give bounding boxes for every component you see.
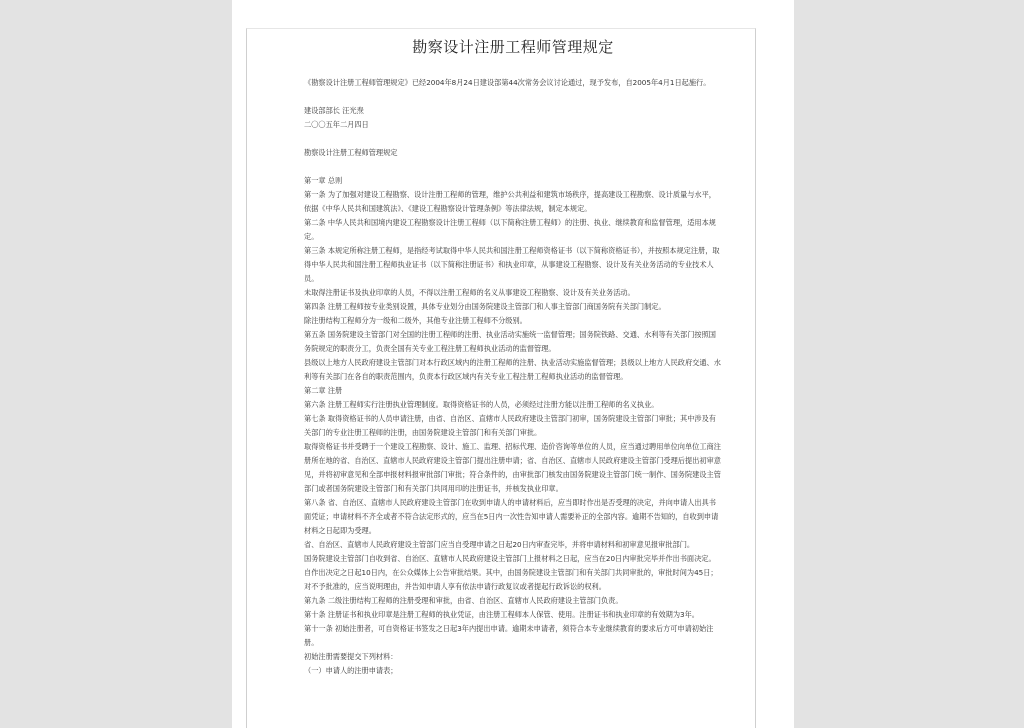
document-subtitle: 勘察设计注册工程师管理规定 <box>304 148 398 157</box>
chapter-heading: 第一章 总则 <box>304 176 343 185</box>
date-line: 二〇〇五年二月四日 <box>304 120 369 129</box>
article-paragraph: 国务院建设主管部门自收到省、自治区、直辖市人民政府建设主管部门上报材料之日起，应当在20日内审批完毕并作出书面决定。自作出决定之日起10日内，在公众媒体上公告审批结果。其中，由国务院建设主管部门和有关部门共同审批的，审批时间为45日；对不予批准的，应当说明理由，并告知申请人享有依法申请行政复议或者提起行政诉讼的权利。 <box>304 554 718 591</box>
signer-line: 建设部部长 汪光焘 <box>304 106 364 115</box>
article-paragraph: 第八条 省、自治区、直辖市人民政府建设主管部门在收到申请人的申请材料后，应当即时作出是否受理的决定，并向申请人出具书面凭证；申请材料不齐全或者不符合法定形式的，应当在5日内一次性告知申请人需要补正的全部内容。逾期不告知的，自收到申请材料之日起即为受理。 <box>304 498 719 535</box>
article-paragraph: 第五条 国务院建设主管部门对全国的注册工程师的注册、执业活动实施统一监督管理；国务院铁路、交通、水利等有关部门按照国务院规定的职责分工，负责全国有关专业工程注册工程师执业活动的监督管理。 <box>304 330 716 353</box>
article-paragraph: 第三条 本规定所称注册工程师，是指经考试取得中华人民共和国注册工程师资格证书（以下简称资格证书），并按照本规定注册，取得中华人民共和国注册工程师执业证书（以下简称注册证书）和执业印章，从事建设工程勘察、设计及有关业务活动的专业技术人员。 <box>304 246 720 283</box>
article-paragraph: 第四条 注册工程师按专业类别设置，具体专业划分由国务院建设主管部门和人事主管部门商国务院有关部门制定。 <box>304 302 666 311</box>
document-title: 勘察设计注册工程师管理规定 <box>412 38 614 56</box>
article-paragraph: 县级以上地方人民政府建设主管部门对本行政区域内的注册工程师的注册、执业活动实施监督管理；县级以上地方人民政府交通、水利等有关部门在各自的职责范围内，负责本行政区域内有关专业工程注册工程师执业活动的监督管理。 <box>304 358 721 381</box>
document-page <box>232 0 794 728</box>
article-paragraph: 第一条 为了加强对建设工程勘察、设计注册工程师的管理，维护公共利益和建筑市场秩序，提高建设工程勘察、设计质量与水平，依据《中华人民共和国建筑法》、《建设工程勘察设计管理条例》等法律法规，制定本规定。 <box>304 190 716 213</box>
article-paragraph: 第十一条 初始注册者，可自资格证书签发之日起3年内提出申请。逾期未申请者，须符合本专业继续教育的要求后方可申请初始注册。 <box>304 624 714 647</box>
article-paragraph: 省、自治区、直辖市人民政府建设主管部门应当自受理申请之日起20日内审查完毕，并将申请材料和初审意见报审批部门。 <box>304 540 695 549</box>
article-paragraph: 第十条 注册证书和执业印章是注册工程师的执业凭证，由注册工程师本人保管、使用。注册证书和执业印章的有效期为3年。 <box>304 610 699 619</box>
article-paragraph: 除注册结构工程师分为一级和二级外，其他专业注册工程师不分级别。 <box>304 316 527 325</box>
document-body <box>304 76 722 678</box>
article-paragraph: 第七条 取得资格证书的人员申请注册，由省、自治区、直辖市人民政府建设主管部门初审，国务院建设主管部门审批；其中涉及有关部门的专业注册工程师的注册，由国务院建设主管部门和有关部门审批。 <box>304 414 716 437</box>
article-paragraph: 第九条 二级注册结构工程师的注册受理和审批，由省、自治区、直辖市人民政府建设主管部门负责。 <box>304 596 623 605</box>
intro-paragraph: 《勘察设计注册工程师管理规定》已经2004年8月24日建设部第44次常务会议讨论通过，现予发布，自2005年4月1日起施行。 <box>304 78 711 87</box>
article-paragraph: 取得资格证书并受聘于一个建设工程勘察、设计、施工、监理、招标代理、造价咨询等单位的人员，应当通过聘用单位向单位工商注册所在地的省、自治区、直辖市人民政府建设主管部门提出注册申请；省、自治区、直辖市人民政府建设主管部门受理后提出初审意见，并将初审意见和全部申报材料报审批部门审批；符合条件的，由审批部门核发由国务院建设主管部门统一制作、国务院建设主管部门或者国务院建设主管部门和有关部门共同用印的注册证书，并核发执业印章。 <box>304 442 721 493</box>
article-paragraph: 初始注册需要提交下列材料： <box>304 652 398 661</box>
article-paragraph: （一）申请人的注册申请表； <box>304 666 398 675</box>
chapter-heading: 第二章 注册 <box>304 386 343 395</box>
article-paragraph: 未取得注册证书及执业印章的人员，不得以注册工程师的名义从事建设工程勘察、设计及有关业务活动。 <box>304 288 635 297</box>
article-paragraph: 第六条 注册工程师实行注册执业管理制度。取得资格证书的人员，必须经过注册方能以注册工程师的名义执业。 <box>304 400 659 409</box>
article-paragraph: 第二条 中华人民共和国境内建设工程勘察设计注册工程师（以下简称注册工程师）的注册、执业、继续教育和监督管理，适用本规定。 <box>304 218 716 241</box>
